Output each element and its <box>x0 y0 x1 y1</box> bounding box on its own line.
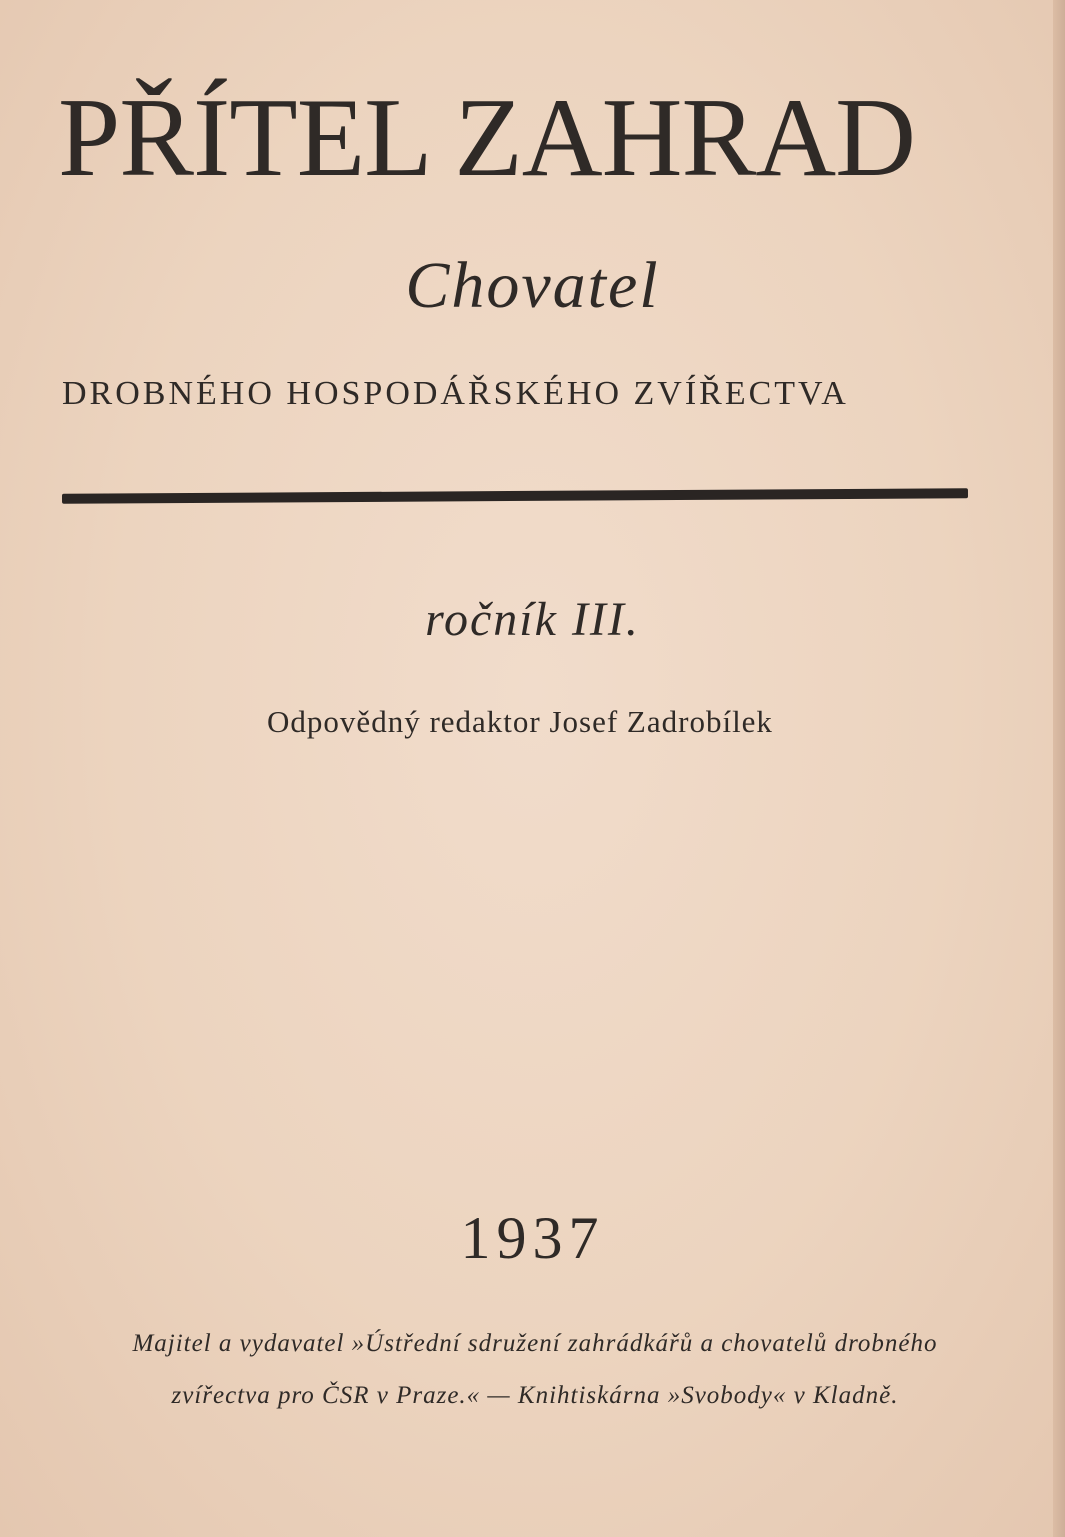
imprint-line-2: zvířectva pro ČSR v Praze.« — Knihtiskárna »Svobody« v Kladně. <box>171 1382 899 1409</box>
editor-line: Odpovědný redaktor Josef Zadrobílek <box>267 704 773 739</box>
volume-label: ročník III. <box>425 593 640 646</box>
page-edge-shadow <box>1053 0 1065 1537</box>
magazine-subtitle: Chovatel <box>405 249 660 322</box>
subtitle-caps: DROBNÉHO HOSPODÁŘSKÉHO ZVÍŘECTVA <box>62 375 849 412</box>
magazine-title: PŘÍTEL ZAHRAD <box>58 76 916 200</box>
imprint-line-1: Majitel a vydavatel »Ústřední sdružení zahrádkářů a chovatelů drobného <box>132 1330 938 1357</box>
imprint <box>70 1318 1000 1422</box>
publication-year: 1937 <box>460 1205 605 1271</box>
divider-rule <box>62 488 968 504</box>
